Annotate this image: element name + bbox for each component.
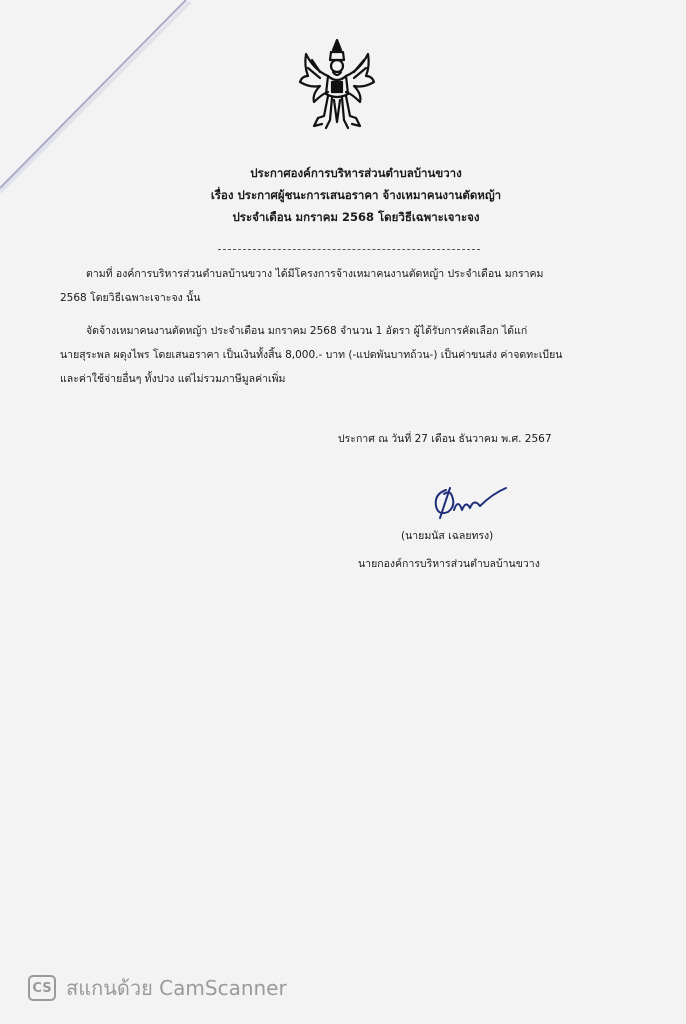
camscanner-logo-icon: CS xyxy=(28,975,56,1001)
paragraph-1-line-1: ตามที่ องค์การบริหารส่วนตำบลบ้านขวาง ได้มีโครงการจ้างเหมาคนงานตัดหญ้า ประจำเดือน มกราคม xyxy=(86,268,544,280)
header-line-3: ประจำเดือน มกราคม 2568 โดยวิธีเฉพาะเจาะจง xyxy=(232,210,480,224)
header-divider xyxy=(218,249,480,250)
garuda-emblem-icon xyxy=(298,36,376,136)
paragraph-1-line-2: 2568 โดยวิธีเฉพาะเจาะจง นั้น xyxy=(60,292,201,304)
paragraph-2-line-3: และค่าใช้จ่ายอื่นๆ ทั้งปวง แต่ไม่รวมภาษีมูลค่าเพิ่ม xyxy=(60,373,286,385)
handwritten-signature xyxy=(426,480,516,526)
header-line-1: ประกาศองค์การบริหารส่วนตำบลบ้านขวาง xyxy=(250,166,462,180)
header-line-2: เรื่อง ประกาศผู้ชนะการเสนอราคา จ้างเหมาคนงานตัดหญ้า xyxy=(210,188,502,202)
signatory-name: (นายมนัส เฉลยทรง) xyxy=(401,530,494,542)
paragraph-2-line-2: นายสุระพล ผดุงไพร โดยเสนอราคา เป็นเงินทั้งสิ้น 8,000.- บาท (-แปดพันบาทถ้วน-) เป็นค่าขนส่ง ค่าจดทะเบียน xyxy=(60,349,563,361)
signatory-position: นายกองค์การบริหารส่วนตำบลบ้านขวาง xyxy=(358,558,540,570)
announcement-header xyxy=(0,162,686,228)
camscanner-watermark xyxy=(28,972,287,1004)
camscanner-label: สแกนด้วย CamScanner xyxy=(66,976,287,1000)
paragraph-2-line-1: จัดจ้างเหมาคนงานตัดหญ้า ประจำเดือน มกราคม 2568 จำนวน 1 อัตรา ผู้ได้รับการคัดเลือก ได้แก่ xyxy=(86,325,528,337)
announcement-date: ประกาศ ณ วันที่ 27 เดือน ธันวาคม พ.ศ. 2567 xyxy=(338,433,552,445)
